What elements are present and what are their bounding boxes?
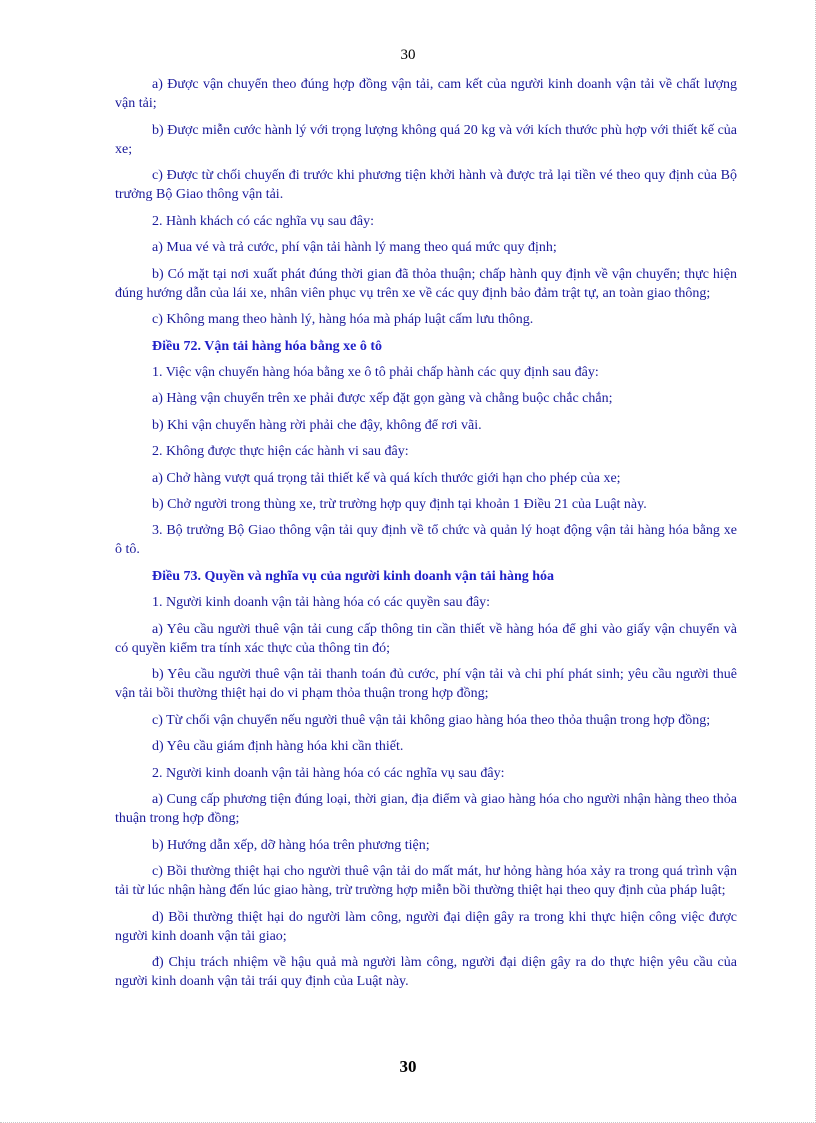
paragraph: d) Yêu cầu giám định hàng hóa khi cần thiết. [152,739,404,755]
paragraph: 2. Người kinh doanh vận tải hàng hóa có các nghĩa vụ sau đây: [152,765,505,781]
article-heading: Điều 73. Quyền và nghĩa vụ của người kinh doanh vận tải hàng hóa [152,568,555,584]
paragraph: a) Được vận chuyển theo đúng hợp đồng vận tải, cam kết của người kinh doanh vận tải về chất lượng vận tải; [115,77,737,112]
paragraph: c) Không mang theo hành lý, hàng hóa mà pháp luật cấm lưu thông. [152,312,534,328]
document-body [115,75,737,999]
paragraph: a) Hàng vận chuyển trên xe phải được xếp đặt gọn gàng và chằng buộc chắc chắn; [152,391,613,407]
paragraph: a) Yêu cầu người thuê vận tải cung cấp thông tin cần thiết về hàng hóa để ghi vào giấy vận chuyển và có quyền kiểm tra tính xác thực của thông tin đó; [115,621,737,656]
paragraph: b) Hướng dẫn xếp, dỡ hàng hóa trên phương tiện; [152,837,430,853]
paragraph: b) Có mặt tại nơi xuất phát đúng thời gian đã thỏa thuận; chấp hành quy định về vận chuyển; thực hiện đúng hướng dẫn của lái xe, nhân viên phục vụ trên xe về các quy định bảo đảm trật tự, an toàn giao thông; [115,266,737,301]
paragraph: c) Từ chối vận chuyển nếu người thuê vận tải không giao hàng hóa theo thỏa thuận trong hợp đồng; [152,712,711,728]
paragraph: c) Được từ chối chuyến đi trước khi phương tiện khởi hành và được trả lại tiền vé theo quy định của Bộ trưởng Bộ Giao thông vận tải. [115,168,737,203]
paragraph: 3. Bộ trưởng Bộ Giao thông vận tải quy định về tổ chức và quản lý hoạt động vận tải hàng hóa bằng xe ô tô. [115,523,737,558]
page-number-bottom: 30 [399,1057,417,1076]
article-heading: Điều 72. Vận tải hàng hóa bằng xe ô tô [152,338,383,354]
paragraph: a) Cung cấp phương tiện đúng loại, thời gian, địa điểm và giao hàng hóa cho người nhận hàng theo thỏa thuận trong hợp đồng; [115,792,737,827]
paragraph: b) Chở người trong thùng xe, trừ trường hợp quy định tại khoản 1 Điều 21 của Luật này. [152,496,647,512]
paragraph: 1. Việc vận chuyển hàng hóa bằng xe ô tô phải chấp hành các quy định sau đây: [152,364,599,380]
paragraph: 2. Không được thực hiện các hành vi sau đây: [152,444,409,460]
page-number-top: 30 [400,47,416,63]
paragraph: a) Chở hàng vượt quá trọng tải thiết kế và quá kích thước giới hạn cho phép của xe; [152,470,621,486]
paragraph: c) Bồi thường thiệt hại cho người thuê vận tải do mất mát, hư hỏng hàng hóa xảy ra trong quá trình vận tải từ lúc nhận hàng đến lúc giao hàng, trừ trường hợp miễn bồi thường thiệt hại theo quy định của pháp luật; [115,864,737,899]
paragraph: 1. Người kinh doanh vận tải hàng hóa có các quyền sau đây: [152,595,491,611]
paragraph: b) Được miễn cước hành lý với trọng lượng không quá 20 kg và với kích thước phù hợp với thiết kế của xe; [115,122,737,157]
paragraph: b) Yêu cầu người thuê vận tải thanh toán đủ cước, phí vận tải và chi phí phát sinh; yêu cầu người thuê vận tải bồi thường thiệt hại do vi phạm thỏa thuận trong hợp đồng; [115,667,737,702]
paragraph: a) Mua vé và trả cước, phí vận tải hành lý mang theo quá mức quy định; [152,240,557,256]
paragraph: b) Khi vận chuyển hàng rời phải che đậy, không để rơi vãi. [152,417,482,433]
paragraph: đ) Chịu trách nhiệm về hậu quả mà người làm công, người đại diện gây ra do thực hiện yêu cầu của người kinh doanh vận tải trái quy định của Luật này. [115,955,737,990]
paragraph: 2. Hành khách có các nghĩa vụ sau đây: [152,213,374,229]
paragraph: d) Bồi thường thiệt hại do người làm công, người đại diện gây ra trong khi thực hiện công việc được người kinh doanh vận tải giao; [115,909,737,944]
